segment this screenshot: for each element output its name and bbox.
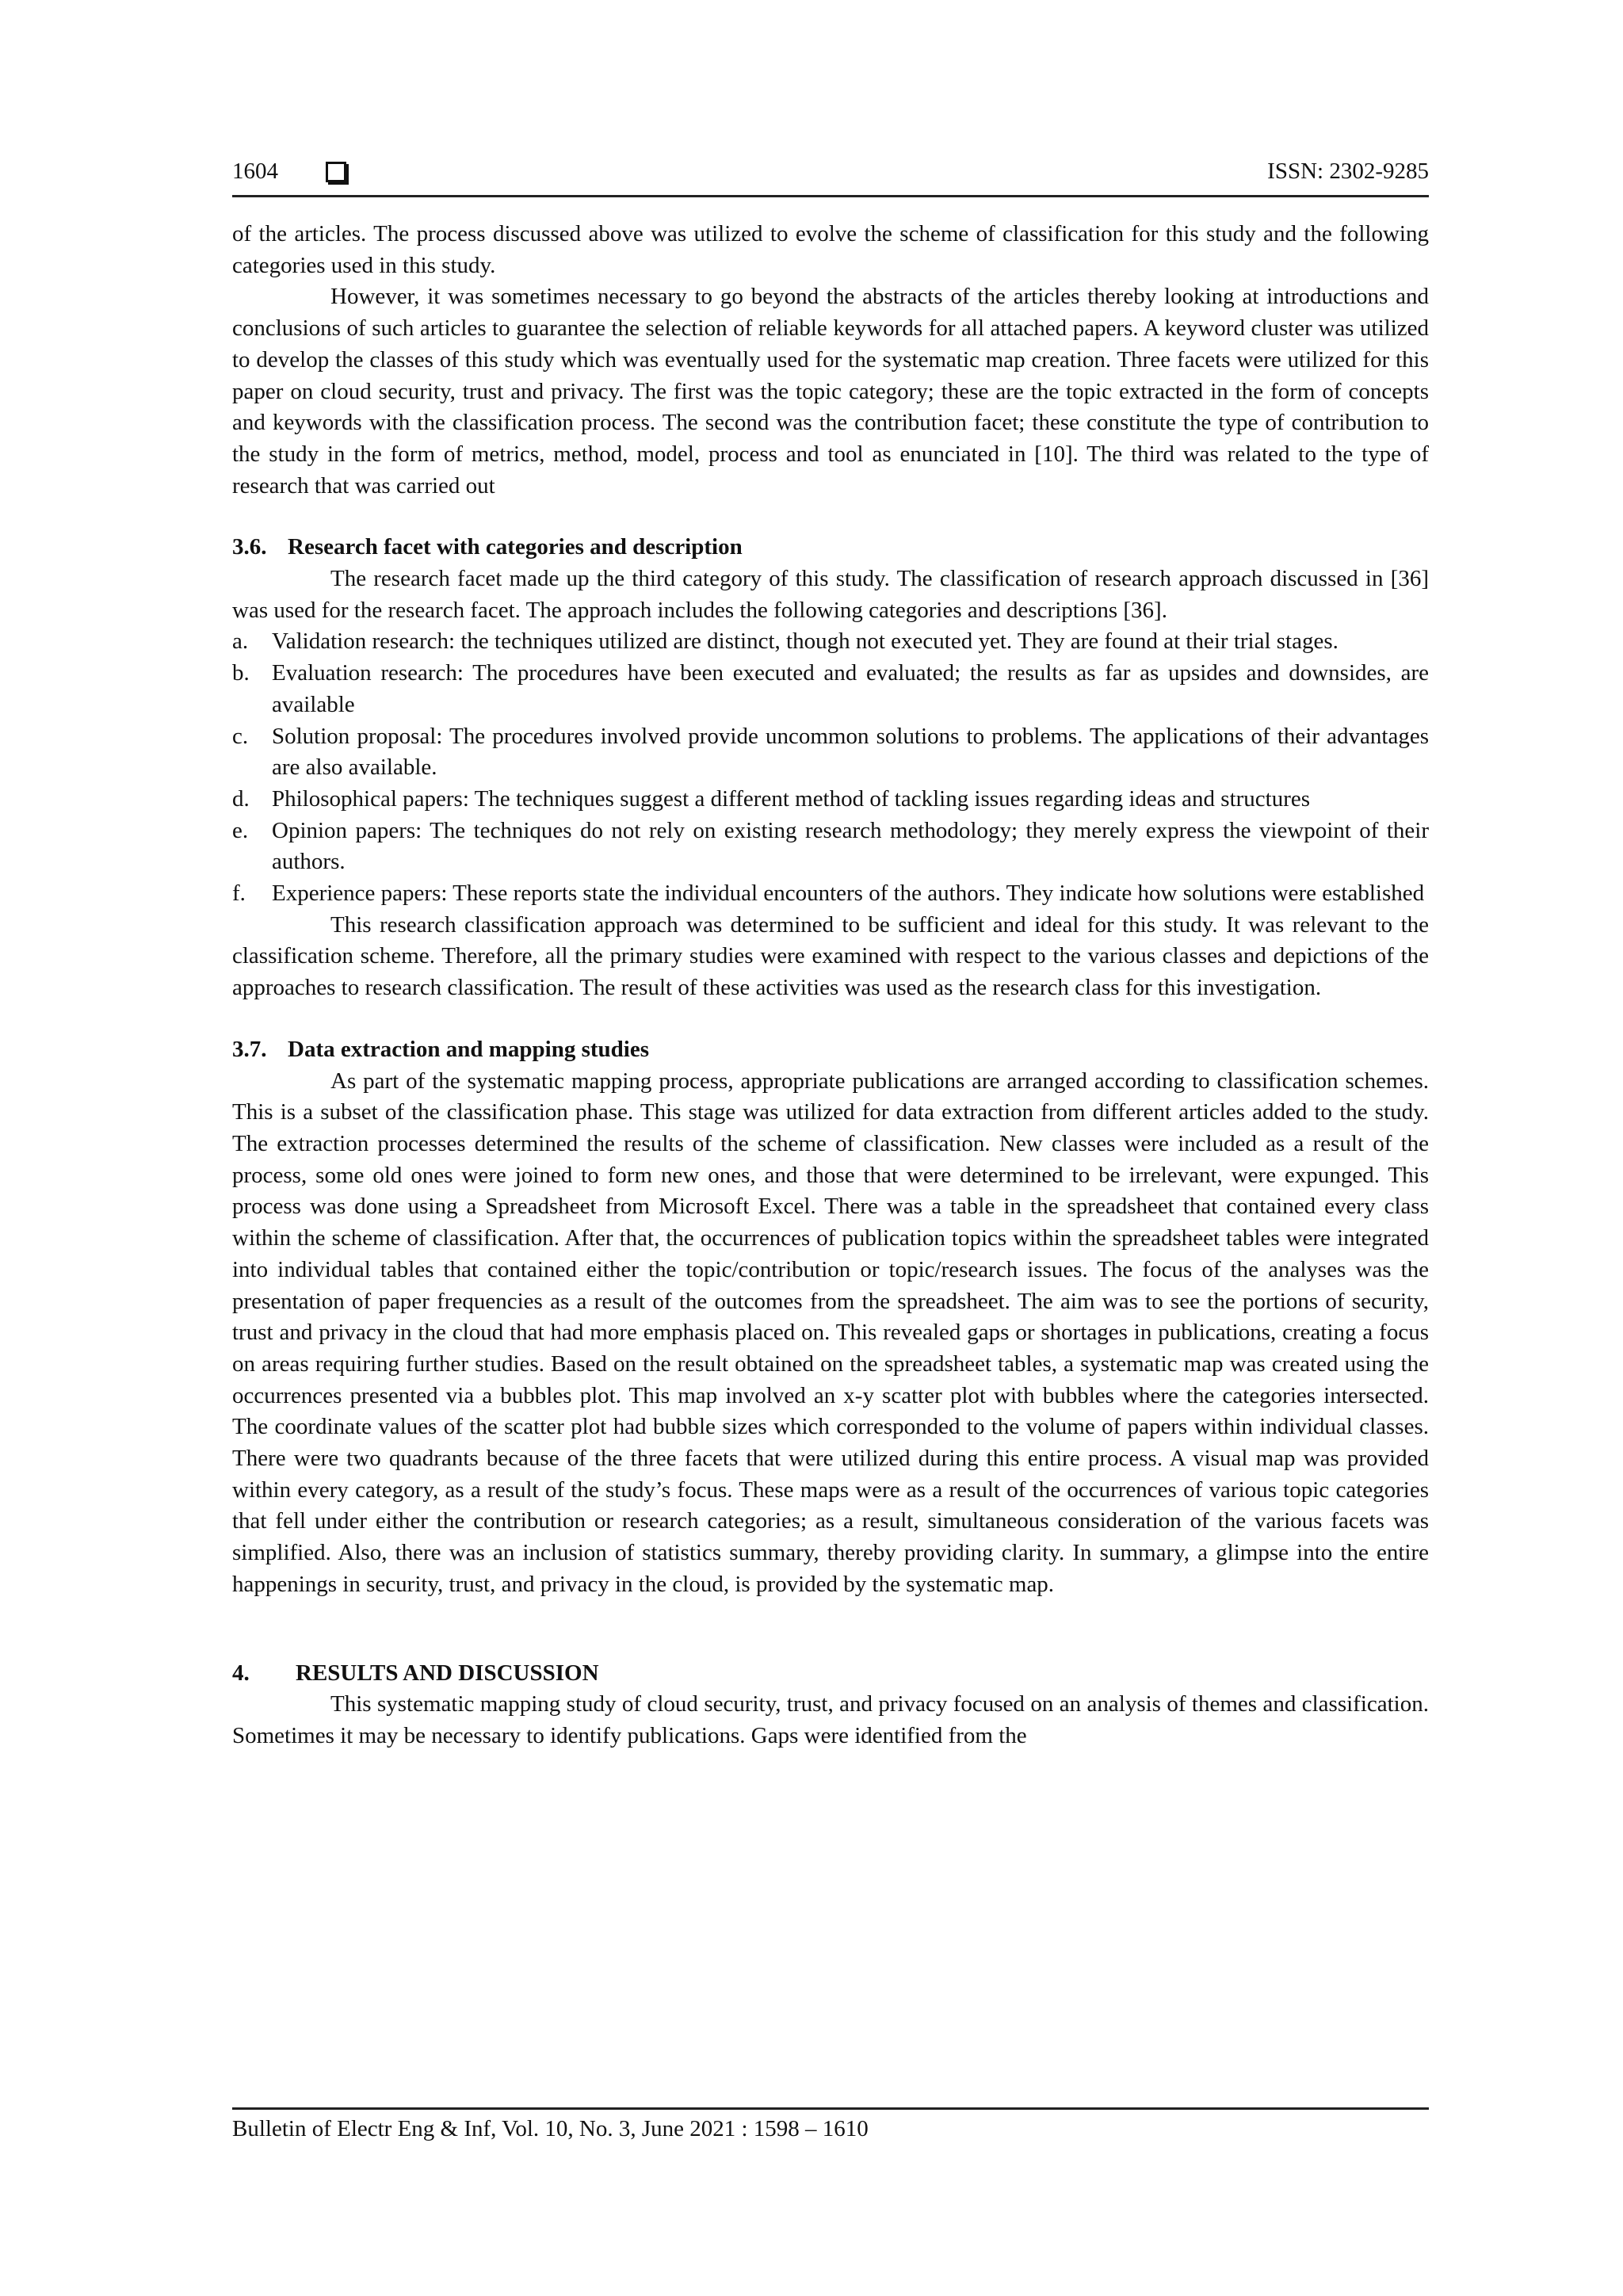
- list-item-text: Validation research: the techniques utilized are distinct, though not executed yet. They are found at their trial stages.: [272, 628, 1338, 655]
- list-marker: b.: [232, 660, 250, 686]
- section-title: Data extraction and mapping studies: [288, 1036, 649, 1062]
- list-marker: a.: [232, 628, 249, 655]
- section-number: 3.6.: [232, 534, 267, 560]
- section-title: Research facet with categories and description: [288, 534, 743, 560]
- list-item-text: Opinion papers: The techniques do not rely on existing research methodology; they merely express the viewpoint of their authors.: [272, 817, 1429, 875]
- list-item-text: Evaluation research: The procedures have been executed and evaluated; the results as far as upsides and downsides, are available: [272, 660, 1429, 717]
- section-heading-3-6: [232, 532, 1429, 563]
- list-item-text: Experience papers: These reports state the individual encounters of the authors. They indicate how solutions were established: [272, 881, 1425, 907]
- page-number: 1604: [232, 159, 278, 184]
- list-item: [232, 878, 1429, 910]
- research-facet-list: [232, 626, 1429, 909]
- list-item: [232, 721, 1429, 784]
- page-header: [232, 155, 1429, 197]
- list-item: [232, 658, 1429, 720]
- section-3-6-closing: This research classification approach was determined to be sufficient and ideal for this study. It was relevant to the classification scheme. Therefore, all the primary studies were examined with respect to the various classes and depictions of the approaches to research classification. The result of these activities was used as the research class for this investigation.: [232, 911, 1429, 1001]
- list-marker: e.: [232, 817, 249, 843]
- list-marker: f.: [232, 881, 246, 907]
- section-number: 4.: [232, 1660, 250, 1686]
- list-item-text: Solution proposal: The procedures involved provide uncommon solutions to problems. The applications of their advantages are also available.: [272, 723, 1429, 781]
- list-marker: d.: [232, 785, 250, 812]
- intro-paragraph-1: of the articles. The process discussed above was utilized to evolve the scheme of classification for this study and the following categories used in this study.: [232, 221, 1429, 278]
- section-3-6-intro: The research facet made up the third category of this study. The classification of research approach discussed in [36] was used for the research facet. The approach includes the following categories and descriptions [36].: [232, 566, 1429, 623]
- issn-label: ISSN: 2302-9285: [1267, 159, 1429, 184]
- checkbox-square-icon: [326, 162, 346, 182]
- page-body: [232, 219, 1429, 1752]
- section-title: RESULTS AND DISCUSSION: [296, 1660, 599, 1686]
- journal-citation: Bulletin of Electr Eng & Inf, Vol. 10, No. 3, June 2021 : 1598 – 1610: [232, 2116, 869, 2141]
- list-marker: c.: [232, 723, 249, 749]
- list-item: [232, 784, 1429, 816]
- list-item: [232, 816, 1429, 878]
- list-item-text: Philosophical papers: The techniques suggest a different method of tackling issues regarding ideas and structures: [272, 785, 1311, 812]
- list-item: [232, 626, 1429, 658]
- section-heading-4: [232, 1658, 1429, 1690]
- section-number: 3.7.: [232, 1036, 267, 1062]
- section-4-body: This systematic mapping study of cloud security, trust, and privacy focused on an analysis of themes and classification. Sometimes it may be necessary to identify publications. Gaps were identified from the: [232, 1691, 1429, 1748]
- section-3-7-body: As part of the systematic mapping process, appropriate publications are arranged according to classification schemes. This is a subset of the classification phase. This stage was utilized for data extraction from different articles added to the study. The extraction processes determined the results of the scheme of classification. New classes were included as a result of the process, some old ones were joined to form new ones, and those that were determined to be irrelevant, were expunged. This process was done using a Spreadsheet from Microsoft Excel. There was a table in the spreadsheet that contained every class within the scheme of classification. After that, the occurrences of publication topics within the spreadsheet tables were integrated into individual tables that contained either the topic/contribution or topic/research issues. The focus of the analyses was the presentation of paper frequencies as a result of the outcomes from the spreadsheet. The aim was to see the portions of security, trust and privacy in the cloud that had more emphasis placed on. This revealed gaps or shortages in publications, creating a focus on areas requiring further studies. Based on the result obtained on the spreadsheet tables, a systematic map was created using the occurrences presented via a bubbles plot. This map involved an x-y scatter plot with bubbles where the categories intersected. The coordinate values of the scatter plot had bubble sizes which corresponded to the volume of papers within individual classes. There were two quadrants because of the three facets that were utilized during this entire process. A visual map was provided within every category, as a result of the study’s focus. These maps were as a result of the occurrences of various topic categories that fell under either the contribution or research categories; as a result, simultaneous consideration of the various facets was simplified. Also, there was an inclusion of statistics summary, thereby providing clarity. In summary, a glimpse into the entire happenings in security, trust, and privacy in the cloud, is provided by the systematic map.: [232, 1068, 1429, 1597]
- intro-paragraph-2: However, it was sometimes necessary to go beyond the abstracts of the articles thereby looking at introductions and conclusions of such articles to guarantee the selection of reliable keywords for all attached papers. A keyword cluster was utilized to develop the classes of this study which was eventually used for the systematic map creation. Three facets were utilized for this paper on cloud security, trust and privacy. The first was the topic category; these are the topic extracted in the form of concepts and keywords with the classification process. The second was the contribution facet; these constitute the type of contribution to the study in the form of metrics, method, model, process and tool as enunciated in [10]. The third was related to the type of research that was carried out: [232, 284, 1429, 499]
- section-heading-3-7: [232, 1034, 1429, 1066]
- page-footer: [232, 2107, 1429, 2142]
